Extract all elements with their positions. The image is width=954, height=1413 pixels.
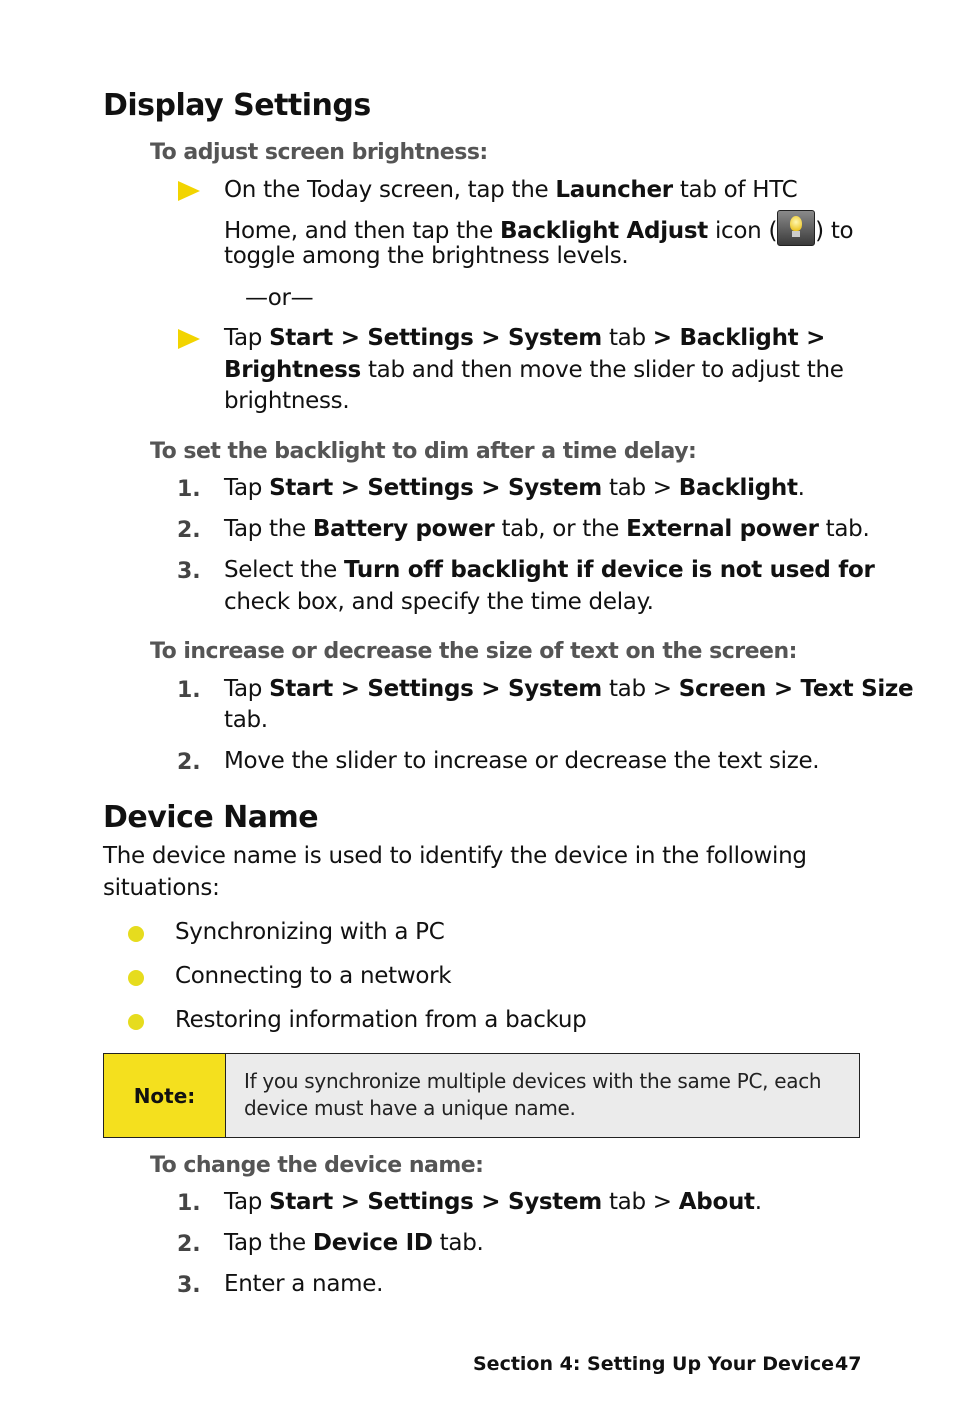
footer-section: Section 4: Setting Up Your Device xyxy=(473,1353,834,1375)
change-name-heading: To change the device name: xyxy=(150,1153,484,1178)
yellow-triangle-arrow-icon xyxy=(178,181,200,201)
method2-line1: Tap Start > Settings > System tab > Backlight > xyxy=(224,325,826,351)
backlight-step-3-line2: check box, and specify the time delay. xyxy=(224,589,654,615)
method1-line3: toggle among the brightness levels. xyxy=(224,243,629,269)
device-name-intro-line1: The device name is used to identify the device in the following xyxy=(103,843,807,869)
backlight-step-3: Select the Turn off backlight if device is not used for xyxy=(224,557,875,583)
bullet-item: Connecting to a network xyxy=(175,963,452,989)
change-step-2: Tap the Device ID tab. xyxy=(224,1230,484,1256)
note-text: If you synchronize multiple devices with the same PC, each device must have a unique name. xyxy=(226,1054,859,1137)
backlight-heading: To set the backlight to dim after a time delay: xyxy=(150,439,697,464)
yellow-triangle-arrow-icon xyxy=(178,329,200,349)
step-number: 1. xyxy=(177,678,201,703)
method2-line2: Brightness tab and then move the slider to adjust the xyxy=(224,357,844,383)
step-number: 2. xyxy=(177,750,201,775)
step-number: 2. xyxy=(177,518,201,543)
backlight-step-1: Tap Start > Settings > System tab > Backlight. xyxy=(224,475,805,501)
note-box xyxy=(103,1053,860,1138)
note-label: Note: xyxy=(104,1054,226,1137)
page-number: 47 xyxy=(835,1353,862,1375)
step-number: 3. xyxy=(177,1273,201,1298)
change-step-1: Tap Start > Settings > System tab > About. xyxy=(224,1189,762,1215)
or-separator: —or— xyxy=(245,285,314,311)
device-name-intro-line2: situations: xyxy=(103,875,220,901)
method2-line3: brightness. xyxy=(224,388,350,414)
step-number: 1. xyxy=(177,1191,201,1216)
change-step-3: Enter a name. xyxy=(224,1271,384,1297)
section-title-display-settings: Display Settings xyxy=(103,88,371,123)
backlight-adjust-icon xyxy=(777,210,815,246)
step-number: 2. xyxy=(177,1232,201,1257)
section-title-device-name: Device Name xyxy=(103,800,319,835)
bullet-item: Synchronizing with a PC xyxy=(175,919,445,945)
yellow-dot-icon xyxy=(128,970,144,986)
textsize-heading: To increase or decrease the size of text on the screen: xyxy=(150,639,797,664)
yellow-dot-icon xyxy=(128,1014,144,1030)
method1-line2: Home, and then tap the Backlight Adjust icon ( ) to xyxy=(224,210,853,246)
textsize-step-1-line2: tab. xyxy=(224,707,268,733)
step-number: 1. xyxy=(177,477,201,502)
textsize-step-2: Move the slider to increase or decrease the text size. xyxy=(224,748,820,774)
step-number: 3. xyxy=(177,559,201,584)
backlight-step-2: Tap the Battery power tab, or the External power tab. xyxy=(224,516,870,542)
bullet-item: Restoring information from a backup xyxy=(175,1007,587,1033)
brightness-heading: To adjust screen brightness: xyxy=(150,140,488,165)
method1-line1: On the Today screen, tap the Launcher tab of HTC xyxy=(224,177,798,203)
textsize-step-1: Tap Start > Settings > System tab > Screen > Text Size xyxy=(224,676,914,702)
yellow-dot-icon xyxy=(128,926,144,942)
